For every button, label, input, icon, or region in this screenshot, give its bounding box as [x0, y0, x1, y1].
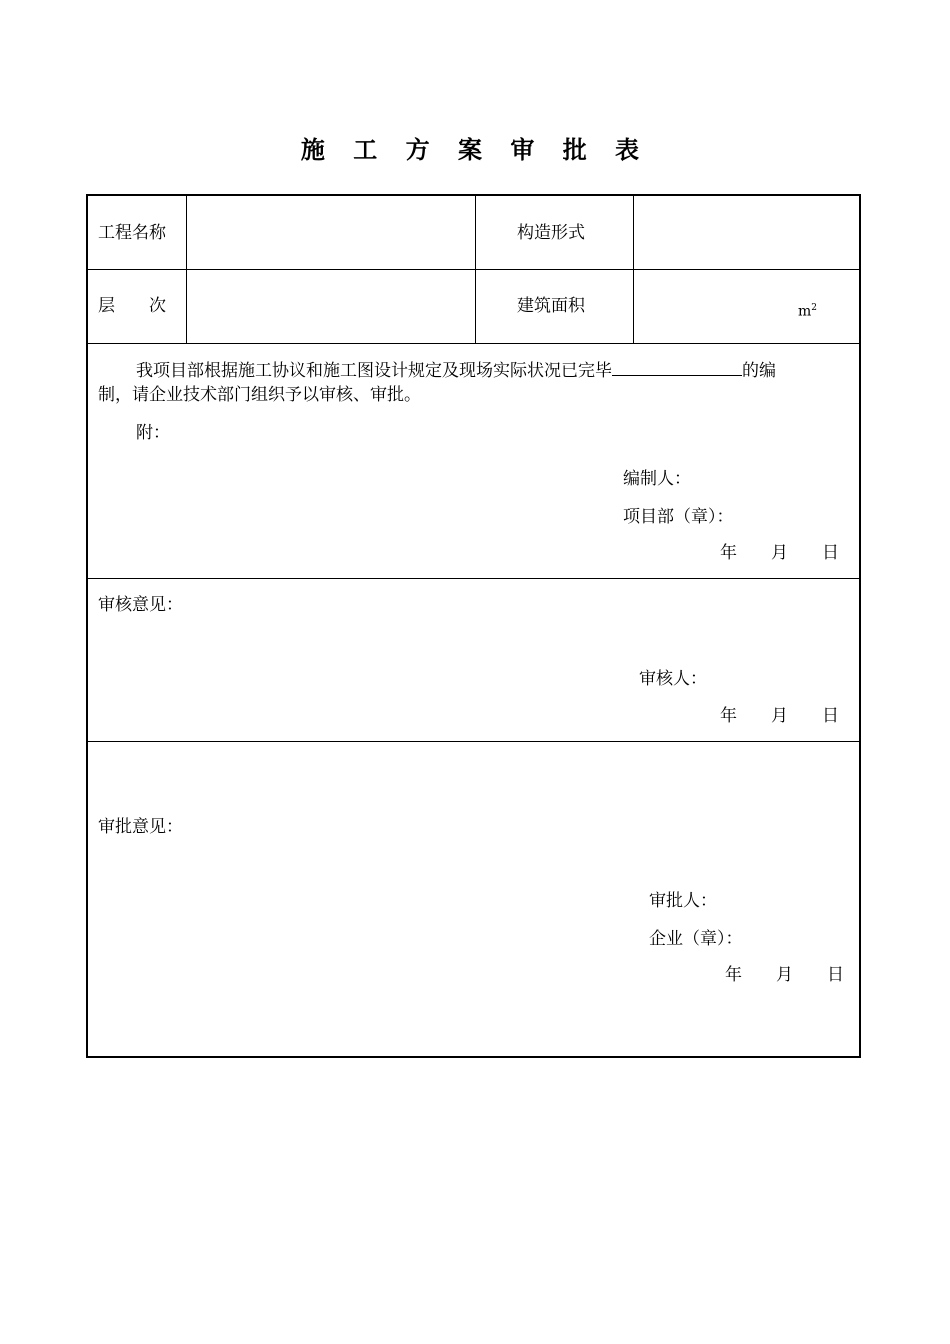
column-divider [633, 196, 634, 343]
structure-form-field[interactable] [644, 216, 854, 250]
company-stamp-label: 企业（章）： [649, 929, 743, 949]
project-name-label: 工程名称 [98, 223, 166, 243]
attachment-label: 附： [136, 423, 170, 443]
project-name-field[interactable] [198, 216, 463, 250]
preparer-label: 编制人： [623, 469, 691, 489]
floor-area-field[interactable] [644, 289, 794, 323]
column-divider [475, 196, 476, 343]
page-title: 施 工 方 案 审 批 表 [300, 135, 650, 164]
row-divider [88, 269, 859, 270]
plan-name-blank[interactable] [612, 357, 742, 376]
review-date: 年 月 日 [720, 706, 839, 726]
floors-label: 层 次 [98, 296, 166, 316]
area-unit: $m^2$ [798, 303, 818, 320]
floor-area-label: 建筑面积 [517, 296, 585, 316]
structure-form-label: 构造形式 [517, 223, 585, 243]
approval-form-table [86, 194, 861, 1058]
row-divider [88, 741, 859, 742]
approval-date: 年 月 日 [725, 965, 844, 985]
submission-statement: 我项目部根据施工协议和施工图设计规定及现场实际状况已完毕 的编 [136, 357, 776, 383]
approval-opinion-label: 审批意见： [98, 817, 183, 837]
submission-statement-line2: 制，请企业技术部门组织予以审核、审批。 [98, 385, 421, 405]
row-divider [88, 578, 859, 579]
column-divider [186, 196, 187, 343]
department-stamp-label: 项目部（章）： [623, 507, 734, 527]
approver-label: 审批人： [649, 891, 717, 911]
floors-field[interactable] [198, 289, 463, 323]
row-divider [88, 343, 859, 344]
reviewer-label: 审核人： [639, 669, 707, 689]
submission-date: 年 月 日 [720, 543, 839, 563]
review-opinion-label: 审核意见： [98, 595, 183, 615]
